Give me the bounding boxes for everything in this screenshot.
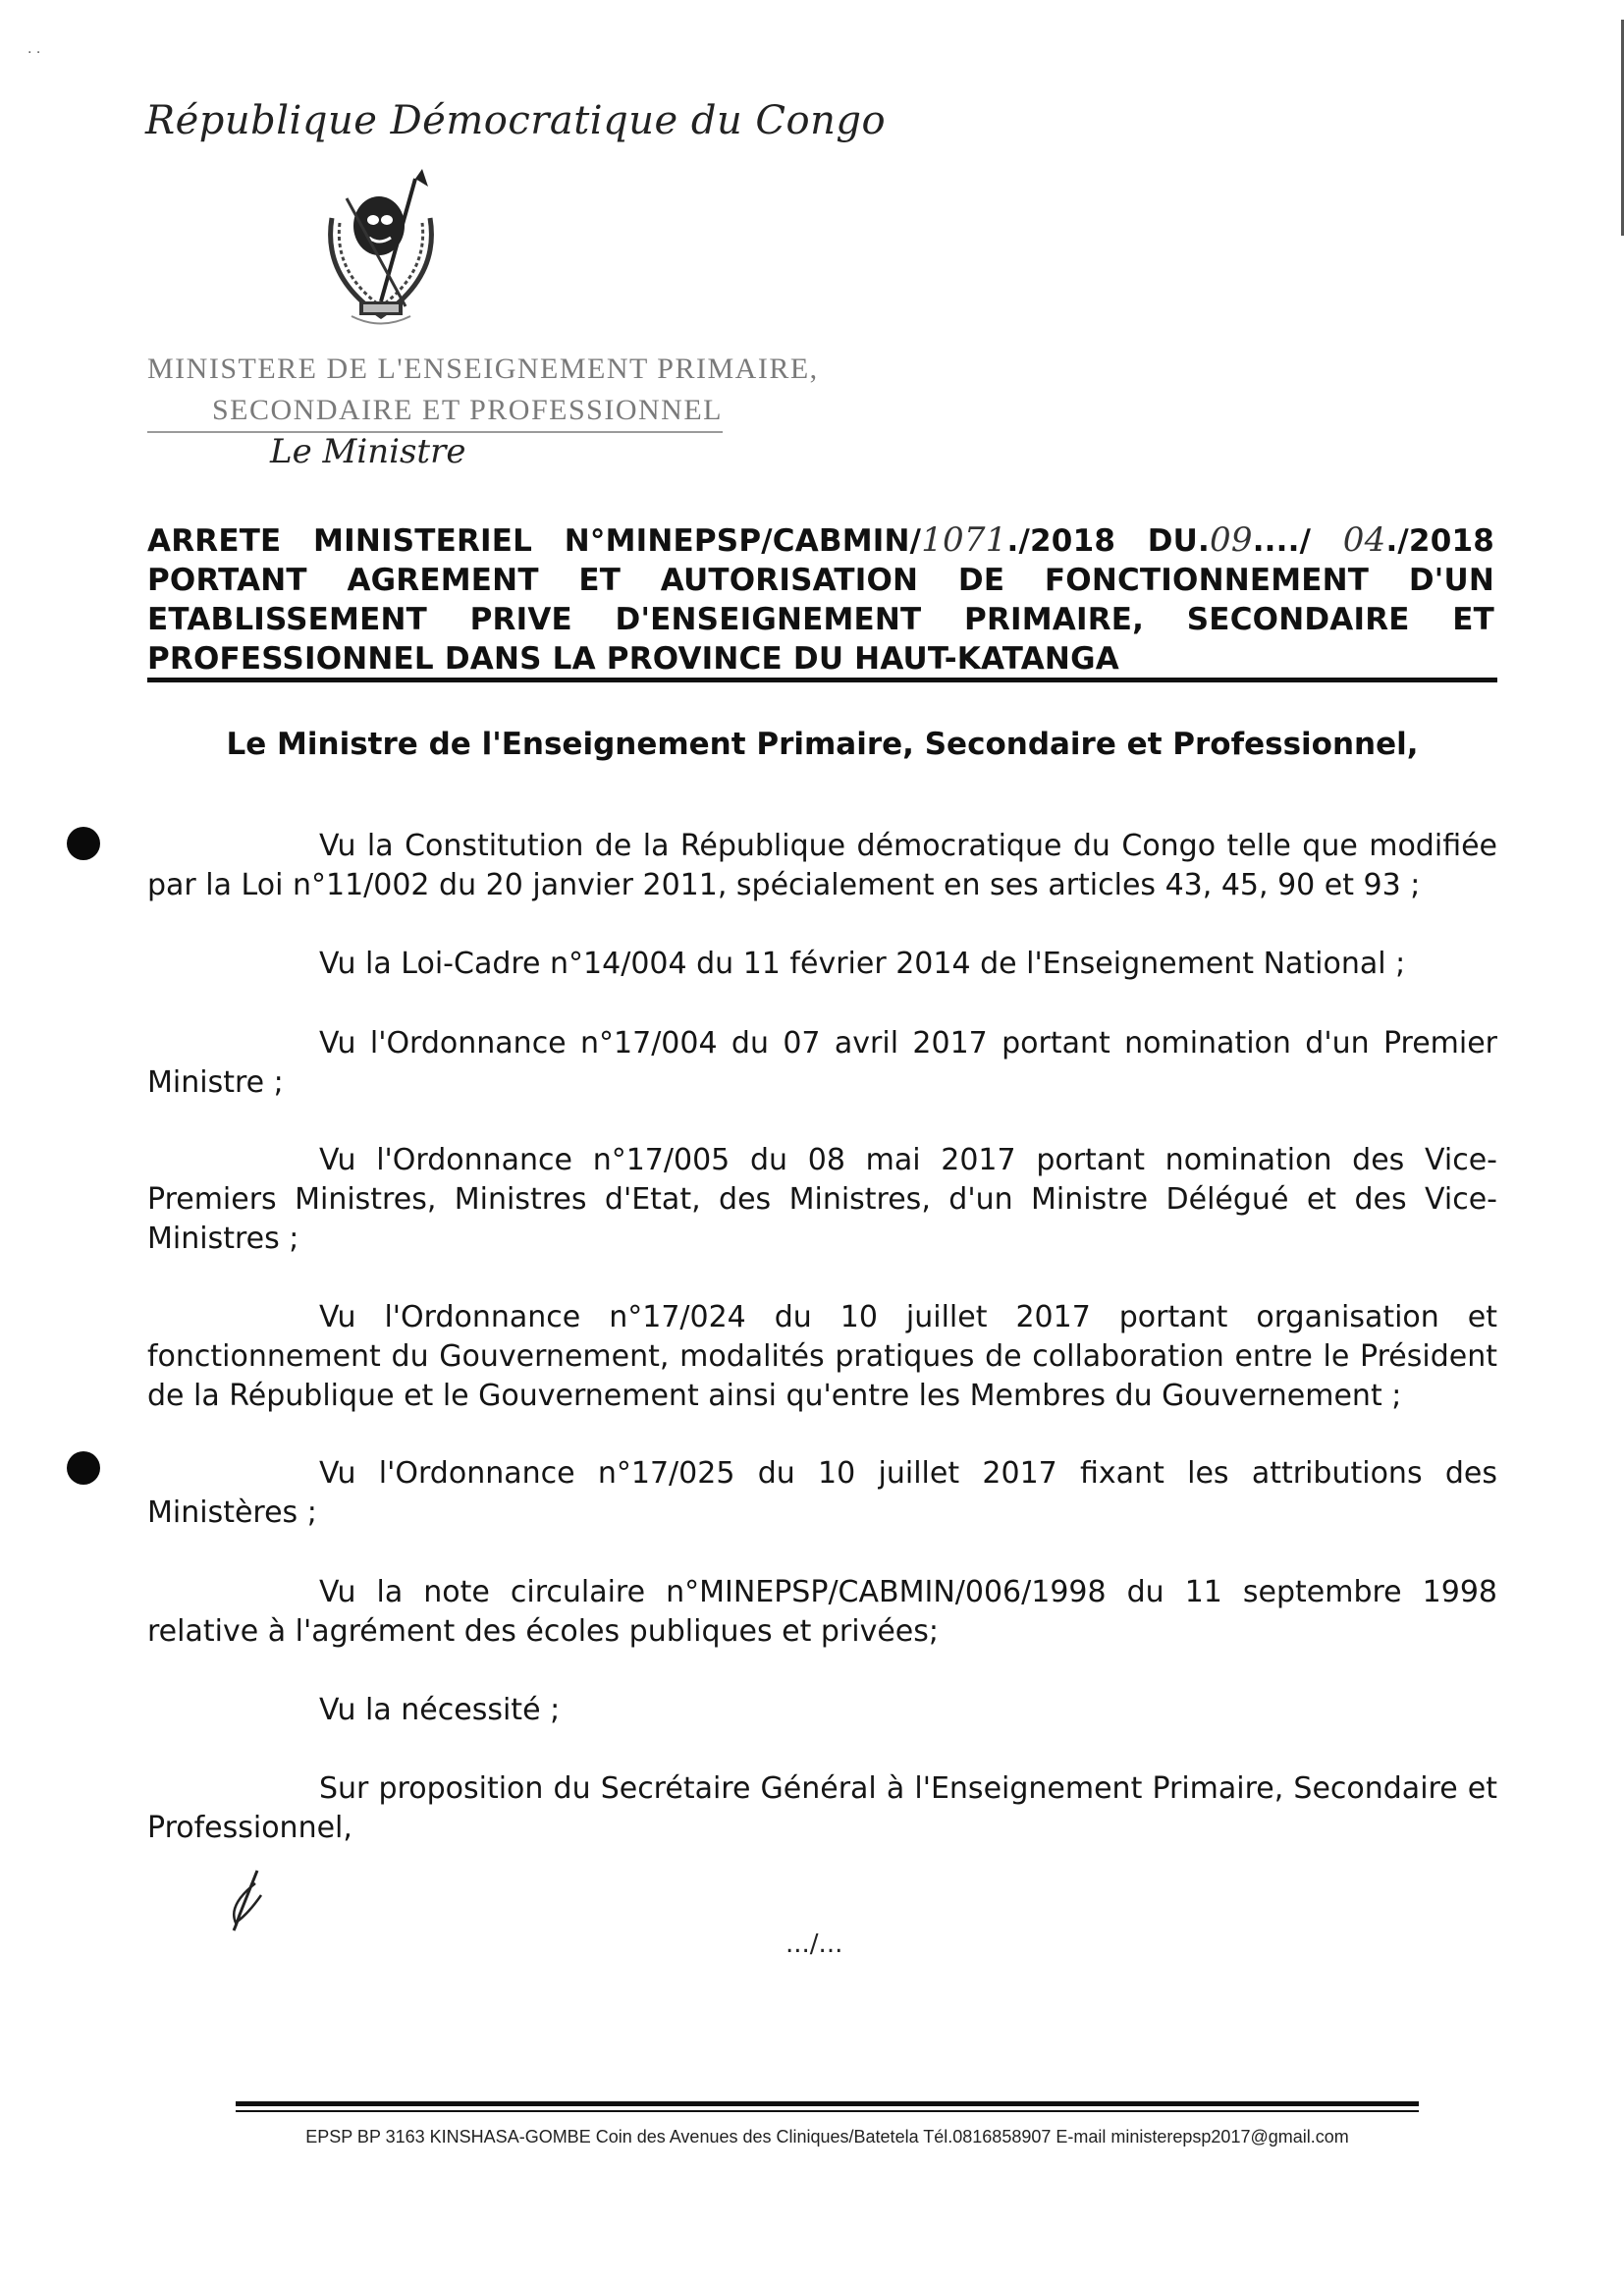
ministry-line-2: SECONDAIRE ET PROFESSIONNEL	[147, 390, 723, 433]
consideration-paragraph: Vu la Loi-Cadre n°14/004 du 11 février 2014 de l'Enseignement National ;	[319, 947, 1406, 981]
continuation-mark: .../...	[785, 1930, 843, 1959]
ministry-line-1: MINISTERE DE L'ENSEIGNEMENT PRIMAIRE,	[147, 353, 819, 385]
ministry-header	[147, 349, 819, 433]
republic-header: République Démocratique du Congo	[145, 98, 887, 143]
title-line-3: ETABLISSEMENT PRIVE D'ENSEIGNEMENT PRIMAIRE, SECONDAIRE ET	[147, 602, 1494, 637]
handwritten-initial	[218, 1866, 277, 1934]
title-line-4: PROFESSIONNEL DANS LA PROVINCE DU HAUT-KATANGA	[147, 641, 1119, 677]
consideration-paragraph: Vu la nécessité ;	[319, 1693, 561, 1727]
consideration-paragraph: Vu la note circulaire n°MINEPSP/CABMIN/006/1998 du 11 septembre 1998 relative à l'agrément des écoles publiques et privées;	[147, 1575, 1497, 1649]
scan-specks: · ·	[27, 45, 41, 61]
title-line-1: ARRETE MINISTERIEL N°MINEPSP/CABMIN/1071./2018 DU.09..../ 04./2018	[147, 520, 1495, 560]
consideration-paragraph: Sur proposition du Secrétaire Général à l'Enseignement Primaire, Secondaire et Professionnel,	[147, 1771, 1497, 1845]
punch-hole-mark	[67, 1451, 100, 1485]
minister-heading: Le Ministre de l'Enseignement Primaire, Secondaire et Professionnel,	[226, 727, 1419, 762]
title-line-2: PORTANT AGREMENT ET AUTORISATION DE FONCTIONNEMENT D'UN	[147, 563, 1494, 598]
punch-hole-mark	[67, 827, 100, 860]
handwritten-day: 09	[1210, 520, 1253, 560]
consideration-paragraph: Vu l'Ordonnance n°17/025 du 10 juillet 2017 fixant les attributions des Ministères ;	[147, 1456, 1497, 1530]
footer-address: EPSP BP 3163 KINSHASA-GOMBE Coin des Avenues des Cliniques/Batetela Tél.0816858907 E-mail ministerepsp2017@gmail.com	[305, 2127, 1349, 2147]
handwritten-number: 1071	[921, 520, 1007, 560]
footer-rule	[236, 2101, 1419, 2106]
coat-of-arms-emblem	[312, 169, 450, 336]
consideration-paragraph: Vu l'Ordonnance n°17/004 du 07 avril 2017 portant nomination d'un Premier Ministre ;	[147, 1026, 1497, 1100]
title-underline	[147, 678, 1497, 682]
decree-title	[147, 520, 1494, 679]
le-ministre-signature-header: Le Ministre	[270, 432, 466, 471]
consideration-paragraph: Vu l'Ordonnance n°17/005 du 08 mai 2017 portant nomination des Vice-Premiers Ministres, Ministres d'Etat, des Ministres, d'un Ministre Délégué et des Vice-Ministres ;	[147, 1143, 1497, 1256]
consideration-paragraph: Vu l'Ordonnance n°17/024 du 10 juillet 2017 portant organisation et fonctionnement du Gouvernement, modalités pratiques de collaboration entre le Président de la République et le Gouvernement ainsi qu'entre les Membres du Gouvernement ;	[147, 1300, 1497, 1413]
footer-rule-thin	[236, 2110, 1419, 2112]
handwritten-month: 04	[1342, 520, 1386, 560]
consideration-paragraph: Vu la Constitution de la République démocratique du Congo telle que modifiée par la Loi n°11/002 du 20 janvier 2011, spécialement en ses articles 43, 45, 90 et 93 ;	[147, 829, 1497, 902]
